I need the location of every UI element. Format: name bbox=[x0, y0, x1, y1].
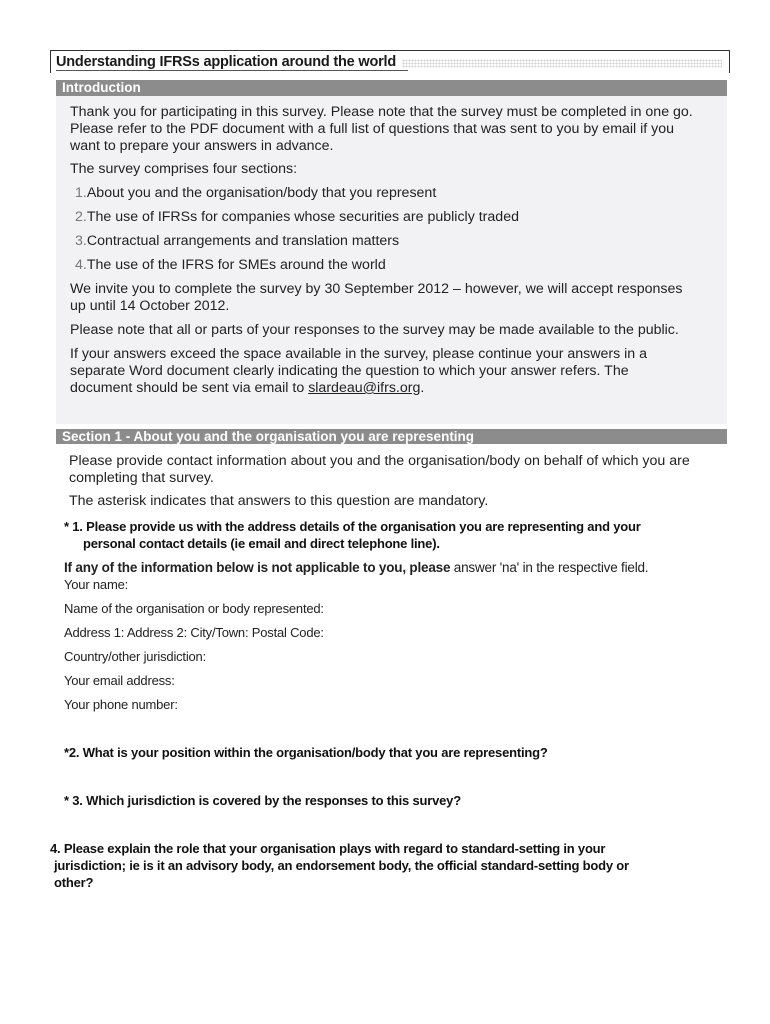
section-list-number: 4. bbox=[75, 257, 87, 273]
field-label-country: Country/other jurisdiction: bbox=[64, 649, 206, 664]
field-label-email: Your email address: bbox=[64, 673, 175, 688]
section-list-text: The use of IFRSs for companies whose securities are publicly traded bbox=[86, 209, 519, 225]
section-list-item bbox=[75, 209, 519, 226]
section-list-number: 1. bbox=[75, 185, 87, 201]
intro-p3-line-2: up until 14 October 2012. bbox=[70, 298, 230, 314]
section-1-heading-text: Section 1 - About you and the organisation you are representing bbox=[62, 429, 475, 444]
section-1-paragraph-2: The asterisk indicates that answers to this question are mandatory. bbox=[69, 493, 489, 509]
s1-p1-line-2: completing that survey. bbox=[69, 470, 214, 486]
intro-p1-line-3: want to prepare your answers in advance. bbox=[70, 138, 334, 154]
section-list-text: About you and the organisation/body that you represent bbox=[86, 185, 437, 201]
section-list-item bbox=[75, 257, 386, 274]
s1-p1-line-1: Please provide contact information about you and the organisation/body on behalf of which you are bbox=[69, 453, 690, 469]
title-underline bbox=[56, 70, 408, 71]
section-1-paragraph-1 bbox=[69, 453, 690, 487]
email-link[interactable]: slardeau@ifrs.org bbox=[308, 380, 421, 396]
question-3: * 3. Which jurisdiction is covered by the responses to this survey? bbox=[64, 793, 461, 808]
field-label-organisation: Name of the organisation or body represented: bbox=[64, 601, 324, 616]
introduction-header: Introduction bbox=[56, 80, 727, 96]
na-instruction bbox=[64, 559, 648, 576]
field-label-address: Address 1: Address 2: City/Town: Postal Code: bbox=[64, 625, 324, 640]
question-1-line-1: * 1. Please provide us with the address details of the organisation you are representing and your bbox=[64, 519, 641, 534]
question-1 bbox=[64, 518, 641, 552]
section-list-item bbox=[75, 233, 399, 250]
section-list-text: Contractual arrangements and translation matters bbox=[86, 233, 400, 249]
intro-p3-line-1: We invite you to complete the survey by 30 September 2012 – however, we will accept responses bbox=[70, 281, 683, 297]
section-list-number: 3. bbox=[75, 233, 87, 249]
section-list-item bbox=[75, 185, 436, 202]
intro-paragraph-5 bbox=[70, 346, 647, 397]
question-4-line-2: jurisdiction; ie is it an advisory body, an endorsement body, the official standard-setting body or bbox=[54, 858, 629, 873]
intro-p1-line-1: Thank you for participating in this survey. Please note that the survey must be completed in one go. bbox=[70, 104, 693, 120]
title-dot-pattern bbox=[402, 59, 722, 68]
intro-p5-period: . bbox=[420, 380, 425, 396]
intro-p1-line-2: Please refer to the PDF document with a full list of questions that was sent to you by email if you bbox=[70, 121, 675, 137]
na-instruction-bold: If any of the information below is not applicable to you, please bbox=[64, 560, 451, 575]
intro-p5-line-3 bbox=[70, 380, 647, 397]
intro-paragraph-3 bbox=[70, 281, 683, 315]
section-list-number: 2. bbox=[75, 209, 87, 225]
section-list-text: The use of the IFRS for SMEs around the world bbox=[86, 257, 386, 273]
intro-p5-line-2: separate Word document clearly indicating the question to which your answer refers. The bbox=[70, 363, 629, 379]
field-label-phone: Your phone number: bbox=[64, 697, 178, 712]
question-2: *2. What is your position within the organisation/body that you are representing? bbox=[64, 745, 548, 760]
intro-p5-line-1: If your answers exceed the space available in the survey, please continue your answers in a bbox=[70, 346, 648, 362]
page-title: Understanding IFRSs application around the world bbox=[56, 54, 402, 70]
question-4 bbox=[50, 840, 629, 891]
intro-paragraph-2: The survey comprises four sections: bbox=[70, 161, 298, 177]
field-label-name: Your name: bbox=[64, 577, 129, 592]
question-4-line-1: 4. Please explain the role that your organisation plays with regard to standard-setting in your bbox=[50, 841, 606, 856]
intro-paragraph-1 bbox=[70, 104, 693, 155]
intro-paragraph-4: Please note that all or parts of your responses to the survey may be made available to the public. bbox=[70, 322, 679, 338]
question-1-line-2: personal contact details (ie email and direct telephone line). bbox=[83, 536, 440, 551]
question-4-line-3: other? bbox=[54, 875, 94, 890]
intro-p5-line-3-text: document should be sent via email to bbox=[70, 380, 309, 396]
section-1-header bbox=[56, 429, 727, 444]
na-instruction-rest: answer 'na' in the respective field. bbox=[450, 560, 649, 575]
